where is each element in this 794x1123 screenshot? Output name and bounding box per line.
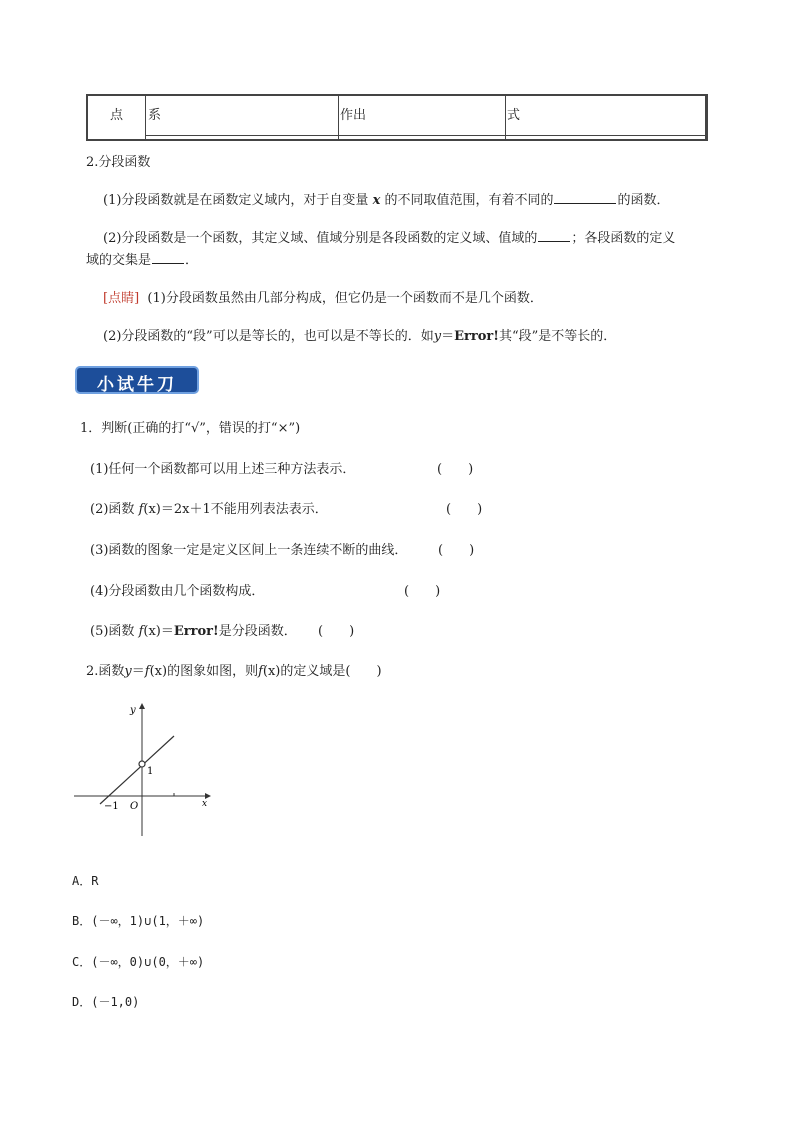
text: (x) [262,664,281,679]
math-var: f [144,664,150,679]
fill-blank[interactable] [554,191,616,204]
text: ＝ [160,624,174,639]
answer-paren[interactable]: ( ) [446,502,483,517]
function-graph [70,700,220,840]
table-cell: 系 [146,96,339,139]
error-text: Error! [454,329,499,344]
q1-item: (1)任何一个函数都可以用上述三种方法表示． [90,462,356,477]
x-axis-label: x [202,799,208,809]
paragraph-2-cont [86,249,198,268]
q1-item: (3)函数的图象一定是定义区间上一条连续不断的曲线． [90,543,408,558]
math-var: y [124,664,132,679]
q1-item [90,620,297,639]
text: (x) [143,502,161,517]
tick-label: 1 [147,766,154,777]
badge-label: 小试牛刀 [97,375,177,395]
origin-label: O [130,801,139,812]
tip-label: [点睛] [103,291,140,306]
text: 的定义域是( ) [280,664,382,679]
fill-blank[interactable] [152,251,184,264]
text: 2.函数 [86,664,125,679]
text: 的图象如图，则 [167,664,259,679]
option-c[interactable]: C．(－∞，0)∪(0，＋∞) [72,955,205,969]
option-d[interactable]: D．(－1,0) [72,995,140,1009]
text: ＝ [131,664,145,679]
math-var: f [258,664,263,679]
text: (1)分段函数虽然由几部分构成，但它仍是一个函数而不是几个函数． [147,291,543,306]
text: (5)函数 [90,624,135,639]
q2-stem [86,660,382,679]
text: ． [185,253,199,268]
option-a[interactable]: A．R [72,874,99,888]
error-text: Error! [173,624,219,639]
text: (2)分段函数是一个函数，其定义域、值域分别是各段函数的定义域、值域的 [103,231,538,246]
q1-item: (4)分段函数由几个函数构成． [90,584,265,599]
tick-label: −1 [104,801,119,812]
y-axis-label: y [130,705,136,716]
text: 不能用列表法表示． [210,502,328,517]
section-heading: 2.分段函数 [86,155,151,170]
text: 域的交集是 [86,253,152,268]
text: ＝ [441,329,455,344]
open-point [139,761,145,767]
q1-item [90,498,328,517]
answer-paren[interactable]: ( ) [438,543,475,558]
text: 其“段”是不等长的． [498,329,617,344]
math-var: y [433,329,442,344]
text: (2)函数 [90,502,135,517]
math-var: x [372,193,381,208]
paragraph-1 [103,189,670,208]
answer-paren[interactable]: ( ) [404,584,441,599]
table-cell: 式 [506,96,706,139]
text: (2)分段函数的“段”可以是等长的，也可以是不等长的．如 [103,329,434,344]
q1-stem: 1．判断(正确的打“√”，错误的打“×”) [80,421,301,436]
math-var: f [138,502,144,517]
text: (1)分段函数就是在函数定义域内，对于自变量 [103,193,369,208]
table-cell: 点 [88,96,146,139]
function-line [100,736,174,804]
text: ＝2x＋1 [160,502,211,517]
option-b[interactable]: B．(－∞，1)∪(1，＋∞) [72,914,205,928]
section-badge [75,366,199,394]
text: (x) [149,664,168,679]
text: 的函数． [617,193,670,208]
summary-table [86,94,708,141]
fill-blank[interactable] [538,229,570,242]
answer-paren[interactable]: ( ) [437,462,474,477]
table-divider [146,135,706,136]
tip-line-1 [103,287,543,306]
tip-line-2 [103,325,616,344]
answer-paren[interactable]: ( ) [318,624,355,639]
table-cell: 作出 [339,96,506,139]
paragraph-2 [103,227,675,246]
text: ；各段函数的定义 [571,231,676,246]
text: 的不同取值范围，有着不同的 [384,193,554,208]
math-var: f [138,624,144,639]
text: 是分段函数． [218,624,297,639]
text: (x) [143,624,161,639]
